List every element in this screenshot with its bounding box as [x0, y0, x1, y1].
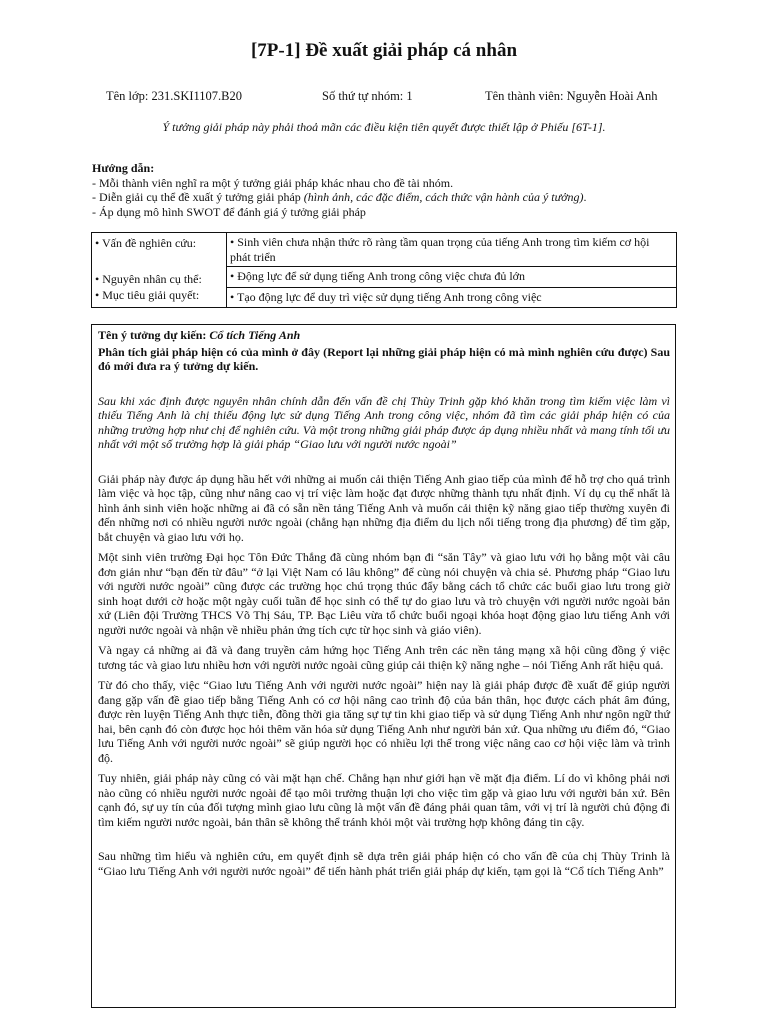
idea-name-label: Tên ý tưởng dự kiến: — [98, 328, 210, 342]
spacer — [98, 380, 670, 394]
member-name: Tên thành viên: Nguyễn Hoài Anh — [485, 89, 658, 103]
guideline-item: - Mỗi thành viên nghĩ ra một ý tưởng giải pháp khác nhau cho đề tài nhóm. — [92, 175, 454, 190]
problem-table — [91, 232, 677, 308]
idea-name-line — [98, 328, 670, 343]
analysis-heading: Phân tích giải pháp hiện có của mình ở đây (Report lại những giải pháp hiện có mà mình nghiên cứu được) Sau đó mới đưa ra ý tưởng dự kiến. — [98, 344, 670, 373]
prerequisite-note: Ý tưởng giải pháp này phải thoả mãn các điều kiện tiên quyết được thiết lập ở Phiếu [6T-1]. — [162, 120, 606, 134]
page-title: [7P-1] Đề xuất giải pháp cá nhân — [250, 40, 518, 61]
research-problem-value: • Sinh viên chưa nhận thức rõ ràng tầm quan trọng của tiếng Anh trong tìm kiếm cơ hội phát triển — [227, 233, 677, 267]
guideline-text: - Diễn giải cụ thể đề xuất ý tưởng giải pháp — [92, 190, 304, 204]
idea-name-value: Cổ tích Tiếng Anh — [209, 328, 301, 342]
solution-goal-label: • Mục tiêu giải quyết: — [95, 288, 200, 302]
solution-box — [91, 324, 676, 1008]
table-row — [92, 233, 677, 267]
guideline-text-end: . — [583, 190, 587, 204]
guideline-emphasis: (hình ảnh, các đặc điểm, cách thức vận hành của ý tưởng) — [303, 190, 584, 204]
paragraph: Từ đó cho thấy, việc “Giao lưu Tiếng Anh với người nước ngoài” hiện nay là giải pháp được đề xuất để giúp người đang gặp vấn đề giao tiếp bằng Tiếng Anh có cơ hội nâng cao trình độ của bản thân, học được cách phát âm đúng, được rèn luyện Tiếng Anh thực tiễn, đồng thời gia tăng sự tự tin khi giao tiếp và sử dụng Tiếng Anh như ngôn ngữ thứ hai, bên cạnh đó còn được học hỏi thêm văn hóa sử dụng Tiếng Anh như người bản xứ. Qua những ưu điểm đó, “Giao lưu Tiếng Anh với người nước ngoài” sẽ giúp người học có nhiều lợi thế trong việc nâng cao cơ hội việc làm và trình độ. — [98, 678, 670, 765]
paragraph: Sau những tìm hiểu và nghiên cứu, em quyết định sẽ dựa trên giải pháp hiện có cho vấn đề của chị Thùy Trinh là “Giao lưu Tiếng Anh với người nước ngoài” để tiến hành phát triển giải pháp dự kiến, tạm gọi là “Cổ tích Tiếng Anh” — [98, 849, 670, 878]
paragraph: Một sinh viên trường Đại học Tôn Đức Thắng đã cùng nhóm bạn đi “săn Tây” và giao lưu với họ bằng một vài câu đơn giản như “bạn đến từ đâu” “ở lại Việt Nam có lâu không” để cùng nói chuyện và chia sẻ. Phương pháp “Giao lưu với người nước ngoài” cũng được các trường học chú trọng thúc đẩy bằng cách tổ chức các buổi giao lưu trong giờ sinh hoạt dưới cờ hoặc một ngày cuối tuần để học sinh có thể tự do giao lưu và trò chuyện với người nước ngoài bản xứ (Liên đội Trường THCS Võ Thị Sáu, TP. Bạc Liêu vừa tổ chức buổi ngoại khóa hoạt động giao lưu tiếng Anh với người nước ngoài và nhận về nhiều phản ứng tích cực từ học sinh và giáo viên). — [98, 550, 670, 637]
paragraph: Và ngay cả những ai đã và đang truyền cảm hứng học Tiếng Anh trên các nền tảng mạng xã hội cũng đồng ý việc tương tác và giao lưu nhiều hơn với người nước ngoài cũng giúp cải thiện kỹ năng nghe – nói Tiếng Anh rất hiệu quả. — [98, 643, 670, 672]
paragraph: Tuy nhiên, giải pháp này cũng có vài mặt hạn chế. Chẳng hạn như giới hạn về mặt địa điểm. Lí do vì không phải nơi nào cũng có nhiều người nước ngoài để tạo môi trường thuận lợi cho việc tìm gặp và giao lưu với người bản xứ. Bên cạnh đó, sự uy tín của đối tượng mình giao lưu cũng là một vấn đề đáng phải quan tâm, với vị trí là người chủ động đi tìm kiếm người nước ngoài, bản thân sẽ không thể tránh khỏi một vài trường hợp không đáng tin cậy. — [98, 771, 670, 829]
spacer — [98, 835, 670, 849]
group-number: Số thứ tự nhóm: 1 — [322, 89, 413, 103]
research-problem-label: • Vấn đề nghiên cứu: — [95, 236, 197, 250]
guideline-item: - Áp dụng mô hình SWOT để đánh giá ý tưởng giải pháp — [92, 204, 366, 219]
spacer — [98, 458, 670, 472]
guidelines-heading: Hướng dẫn: — [92, 161, 155, 175]
guideline-item — [92, 190, 682, 205]
analysis-intro: Sau khi xác định được nguyên nhân chính dẫn đến vấn đề chị Thùy Trinh gặp khó khăn trong tìm kiếm việc làm vì thiếu Tiếng Anh là chị thiếu động lực sử dụng Tiếng Anh trong công việc, nhóm đã tìm các giải pháp hiện có của những trường hợp như chị để nghiên cứu. Và một trong những giải pháp được áp dụng nhiều nhất và mang tính tối ưu nhất với một số trường hợp là giải pháp “Giao lưu với người nước ngoài” — [98, 393, 670, 451]
solution-goal-value: • Tạo động lực để duy trì việc sử dụng tiếng Anh trong công việc — [227, 288, 677, 308]
specific-cause-value: • Động lực để sử dụng tiếng Anh trong công việc chưa đủ lớn — [227, 267, 677, 288]
class-name: Tên lớp: 231.SKI1107.B20 — [106, 89, 243, 103]
specific-cause-label: • Nguyên nhân cụ thể: — [95, 271, 202, 286]
paragraph: Giải pháp này được áp dụng hầu hết với những ai muốn cải thiện Tiếng Anh giao tiếp của mình để hỗ trợ cho quá trình làm việc và học tập, cũng như nâng cao vị trí việc làm hoặc đạt được những thành tựu nhất định. Ví dụ cụ thể nhất là hình ảnh sinh viên hoặc những ai đã có sẵn nền tảng Tiếng Anh và muốn cải thiện kỹ năng giao tiếp thường xuyên đi đến những nơi có nhiều người nước ngoài (chẳng hạn những địa điểm du lịch nổi tiếng trong địa phương) để tìm gặp, bắt chuyện và giao lưu với họ. — [98, 471, 670, 544]
guidelines — [92, 161, 682, 219]
problem-labels-cell — [92, 233, 227, 308]
